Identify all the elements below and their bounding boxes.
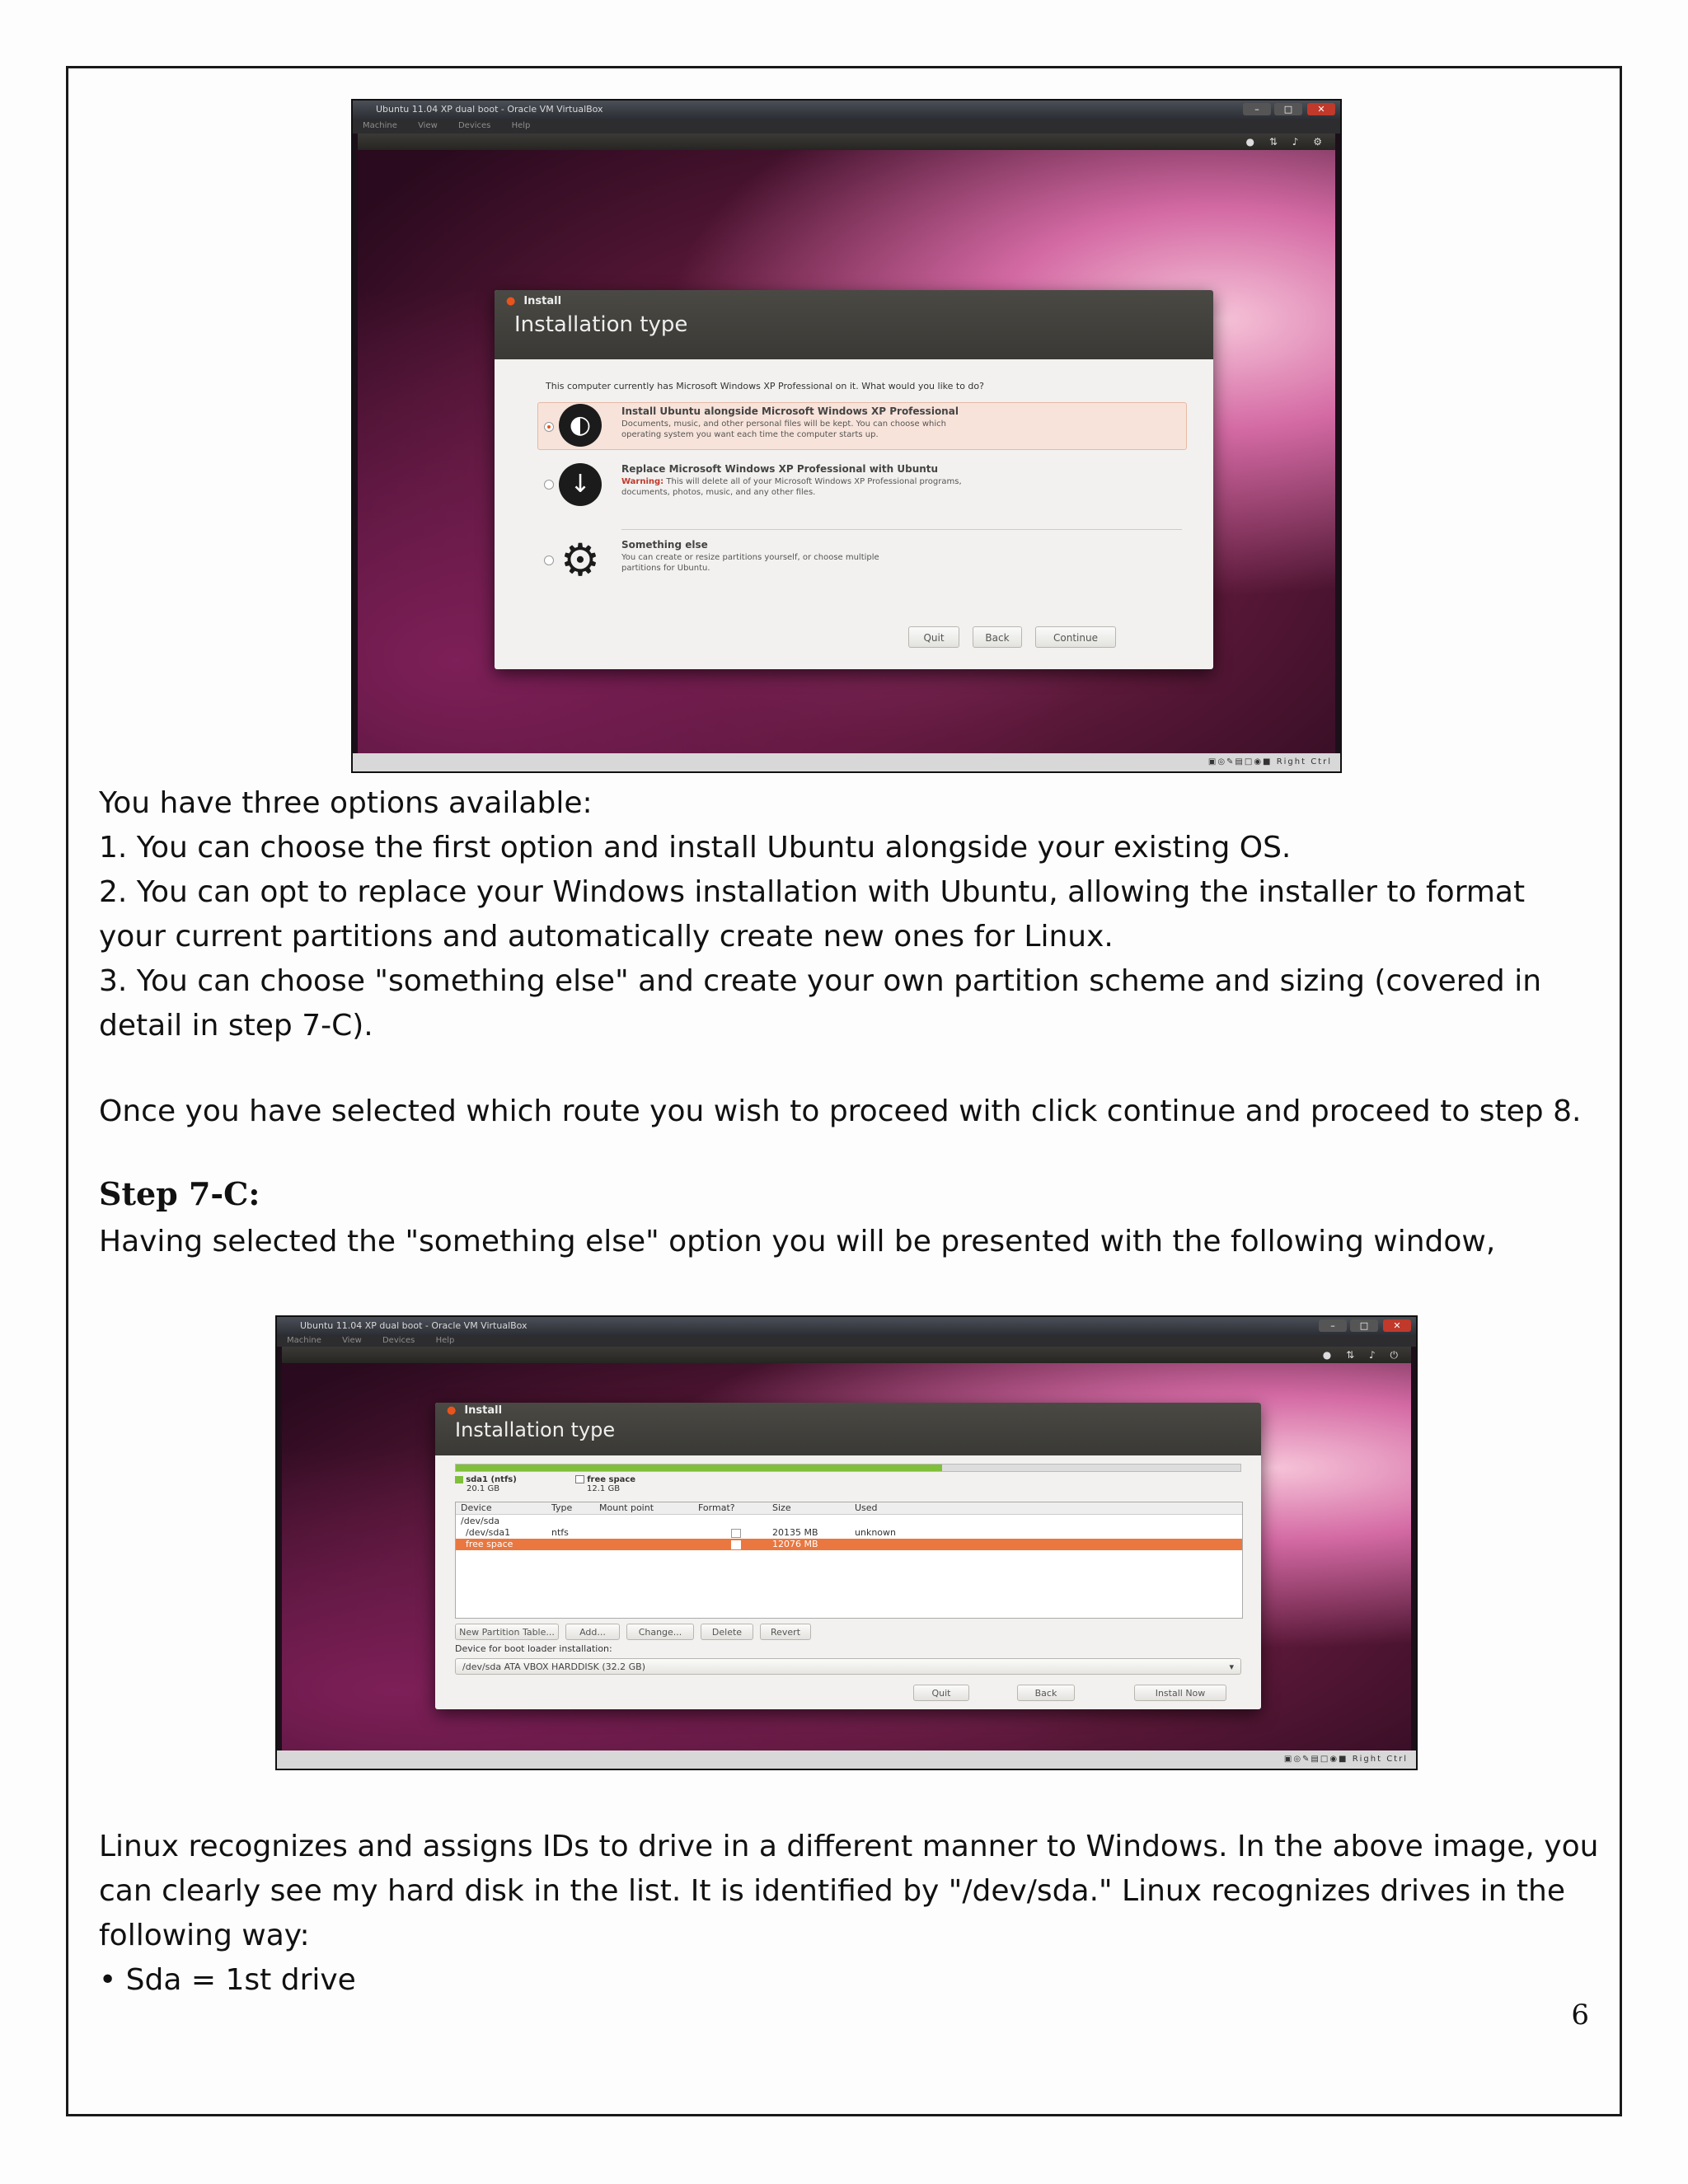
legend-free-size: 12.1 GB [587,1484,621,1493]
row-device: /dev/sda [461,1516,500,1526]
option-3-text: 3. You can choose "something else" and create your own partition scheme and sizing (covered in detail in step 7-C). [99,964,1542,1043]
linux-drive-paragraph: Linux recognizes and assigns IDs to drive in a different manner to Windows. In the above image, you can clearly see my hard disk in the list. It is identified by "/dev/sda." Linux recognizes drives in the following way: [99,1830,1599,1952]
col-type[interactable]: Type [551,1502,573,1513]
network-icon[interactable]: ⇅ [1268,136,1278,148]
delete-partition-button[interactable]: Delete [701,1624,753,1640]
vbox-statusbar [353,753,1340,771]
vbox-statusbar-2 [277,1750,1416,1769]
menu-machine[interactable]: Machine [363,121,397,130]
row-type: ntfs [551,1527,569,1538]
vbox-titlebar-2 [277,1317,1416,1335]
partition-table [455,1502,1243,1619]
legend-sda1-size: 20.1 GB [467,1484,500,1493]
option-replace-desc-text: This will delete all of your Microsoft Windows XP Professional programs, documents, photos, music, and any other files. [621,477,962,497]
option-alongside[interactable] [544,404,1179,450]
option-1-text: 1. You can choose the first option and install Ubuntu alongside your existing OS. [99,831,1292,865]
menu-view[interactable]: View [342,1336,362,1345]
change-partition-button[interactable]: Change... [626,1624,694,1640]
vbox-titlebar [353,101,1340,119]
legend-swatch-free [575,1475,584,1483]
minimize-icon[interactable]: – [1319,1319,1347,1332]
option-2-text: 2. You can opt to replace your Windows installation with Ubuntu, allowing the installer to format your current partitions and automatically create new ones for Linux. [99,875,1526,954]
row-device: free space [466,1539,513,1549]
col-format[interactable]: Format? [698,1502,735,1513]
row-size: 20135 MB [772,1527,818,1538]
install-now-button[interactable]: Install Now [1134,1685,1226,1701]
option-something-else-desc: You can create or resize partitions yourself, or choose multiple partitions for Ubuntu. [621,553,879,573]
intro-text: You have three options available: [99,786,593,820]
format-checkbox[interactable] [731,1540,741,1549]
vbox-menubar [353,119,1340,134]
volume-icon[interactable]: ♪ [1292,136,1299,148]
vbox-menubar-2 [277,1335,1416,1347]
table-header [456,1502,1242,1515]
col-mount[interactable]: Mount point [599,1502,654,1513]
col-device[interactable]: Device [461,1502,492,1513]
format-checkbox[interactable] [731,1529,741,1538]
radio-alongside[interactable] [544,422,554,432]
maximize-icon[interactable]: □ [1350,1319,1378,1332]
continue-button[interactable]: Continue [1035,626,1116,648]
dialog-title: Installation type [514,312,688,337]
menu-help[interactable]: Help [511,121,531,130]
volume-icon[interactable]: ♪ [1369,1349,1376,1361]
download-arrow-icon: ↓ [559,463,602,506]
dialog-small-title-2: ● Install [435,1403,1261,1417]
ubuntu-desktop [358,134,1335,753]
col-size[interactable]: Size [772,1502,791,1513]
close-icon[interactable]: ✕ [1383,1319,1411,1332]
table-row[interactable] [456,1527,1242,1539]
quit-button[interactable]: Quit [908,626,959,648]
install-dialog [495,290,1213,669]
boot-loader-label: Device for boot loader installation: [455,1643,612,1654]
network-icon[interactable]: ⇅ [1346,1349,1355,1361]
row-size: 12076 MB [772,1539,818,1549]
legend-free [575,1475,635,1493]
minimize-icon[interactable]: – [1243,103,1271,115]
status-icons: ▣◎✎▤□◉■ [1207,757,1277,766]
ubuntu-desktop-2 [282,1347,1411,1750]
menu-view[interactable]: View [418,121,438,130]
legend-free-label: free space [587,1475,636,1484]
row-used: unknown [855,1527,896,1538]
accessibility-icon[interactable]: ● [1322,1349,1332,1361]
menu-help[interactable]: Help [435,1336,455,1345]
warning-label: Warning: [621,477,664,486]
divider [621,529,1182,530]
menu-devices[interactable]: Devices [457,121,491,130]
option-replace[interactable] [544,462,1179,514]
dual-boot-icon: ◐ [559,404,602,447]
gear-icon: ⚙ [560,534,601,586]
step-intro: Having selected the "something else" option you will be presented with the following window, [99,1225,1496,1258]
screenshot-installation-type [351,99,1342,773]
bullet-sda: • Sda = 1st drive [99,1963,356,1997]
option-something-else[interactable] [544,534,1179,586]
legend-sda1 [455,1475,517,1493]
legend-sda1-label: sda1 (ntfs) [466,1475,517,1484]
partition-bar [455,1464,1241,1472]
dialog-header-2 [435,1403,1261,1455]
add-partition-button[interactable]: Add... [565,1624,620,1640]
table-row-selected[interactable] [456,1539,1242,1550]
close-icon[interactable]: ✕ [1307,103,1335,115]
top-panel [358,134,1335,150]
menu-machine[interactable]: Machine [287,1336,321,1345]
status-icons: ▣◎✎▤□◉■ [1283,1755,1353,1764]
vbox-title-text-2: Ubuntu 11.04 XP dual boot - Oracle VM VirtualBox [300,1320,528,1331]
revert-button[interactable]: Revert [760,1624,811,1640]
vbox-title-text: Ubuntu 11.04 XP dual boot - Oracle VM VirtualBox [376,104,603,115]
radio-something-else[interactable] [544,555,554,565]
install-dialog-2 [435,1403,1261,1709]
accessibility-icon[interactable]: ● [1245,136,1255,148]
back-button[interactable]: Back [973,626,1022,648]
dialog-small-title: ● Install [495,290,1213,307]
install-question: This computer currently has Microsoft Windows XP Professional on it. What would you like to do? [546,381,984,391]
option-alongside-title: Install Ubuntu alongside Microsoft Windows XP Professional [621,405,959,417]
partition-bar-fill [456,1465,942,1471]
power-icon[interactable]: ⏻ [1390,1349,1398,1361]
menu-devices[interactable]: Devices [382,1336,415,1345]
legend-swatch-ntfs [455,1476,463,1483]
table-row[interactable] [456,1516,1242,1527]
quit-button-2[interactable]: Quit [913,1685,969,1701]
maximize-icon[interactable]: □ [1274,103,1302,115]
screenshot-partition-editor [275,1315,1418,1770]
option-something-else-title: Something else [621,539,708,551]
row-device: /dev/sda1 [466,1527,511,1538]
radio-replace[interactable] [544,480,554,490]
col-used[interactable]: Used [855,1502,878,1513]
step-heading: Step 7-C: [99,1175,260,1212]
host-key-label: Right Ctrl [1352,1755,1408,1764]
dialog-header [495,290,1213,359]
power-icon[interactable]: ⚙ [1313,136,1322,148]
continue-instruction: Once you have selected which route you wish to proceed with click continue and proceed to step 8. [99,1094,1582,1128]
option-replace-desc [621,476,968,498]
boot-device-select[interactable]: /dev/sda ATA VBOX HARDDISK (32.2 GB) ▾ [455,1658,1241,1675]
option-replace-title: Replace Microsoft Windows XP Professional with Ubuntu [621,463,939,475]
dialog-title-2: Installation type [455,1418,616,1441]
page-number: 6 [1571,1999,1589,2032]
option-alongside-desc: Documents, music, and other personal files will be kept. You can choose which operating system you want each time the computer starts up. [621,419,946,439]
back-button-2[interactable]: Back [1017,1685,1075,1701]
new-partition-table-button[interactable]: New Partition Table... [455,1624,559,1640]
top-panel-2 [282,1347,1411,1363]
host-key-label: Right Ctrl [1276,757,1332,766]
